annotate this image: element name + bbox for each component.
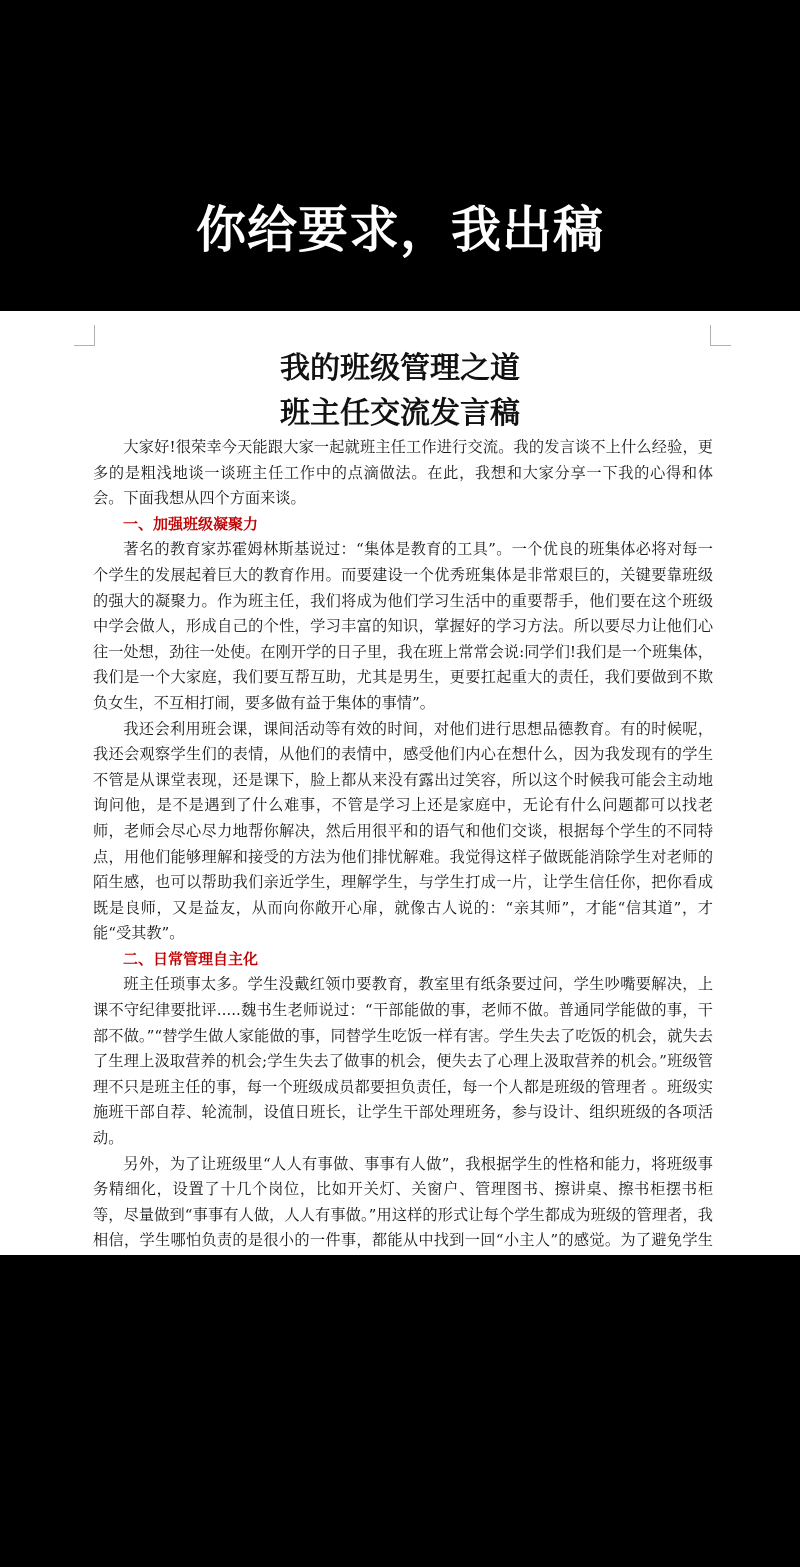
document-title: 我的班级管理之道 — [280, 351, 520, 386]
section-heading-2: 二、日常管理自主化 — [123, 949, 259, 968]
page-corner-mark-right — [710, 325, 731, 346]
page-corner-mark-left — [74, 325, 95, 346]
banner-caption: 你给要求，我出稿 — [196, 201, 604, 259]
document-body — [93, 435, 713, 1305]
bottom-black-band — [0, 1255, 800, 1567]
section-1-paragraph-1: 著名的教育家苏霍姆林斯基说过：“集体是教育的工具”。一个优良的班集体必将对每一个学生的发展起着巨大的教育作用。而要建设一个优秀班集体是非常艰巨的，关键要靠班级的强大的凝聚力。作为班主任，我们将成为他们学习生活中的重要帮手，他们要在这个班级中学会做人，形成自己的个性，学习丰富的知识，掌握好的学习方法。所以要尽力让他们心往一处想，劲往一处使。在刚开学的日子里，我在班上常常会说:同学们!我们是一个班集体，我们是一个大家庭，我们要互帮互助，尤其是男生，更要扛起重大的责任，我们要做到不欺负女生，不互相打闹，要多做有益于集体的事情”。 — [93, 540, 713, 712]
document-subtitle: 班主任交流发言稿 — [280, 396, 520, 431]
section-2-paragraph-1: 班主任琐事太多。学生没戴红领巾要教育，教室里有纸条要过问，学生吵嘴要解决，上课不守纪律要批评.....魏书生老师说过：“干部能做的事，老师不做。普通同学能做的事，干部不做。”“替学生做人家能做的事，同替学生吃饭一样有害。学生失去了吃饭的机会，就失去了生理上汲取营养的机会;学生失去了做事的机会，便失去了心理上汲取营养的机会。”班级管理不只是班主任的事，每一个班级成员都要担负责任，每一个人都是班级的管理者 。班级实施班干部自荐、轮流制，设值日班长，让学生干部处理班务，参与设计、组织班级的各项活动。 — [93, 975, 713, 1148]
intro-paragraph: 大家好!很荣幸今天能跟大家一起就班主任工作进行交流。我的发言谈不上什么经验，更多的是粗浅地谈一谈班主任工作中的点滴做法。在此，我想和大家分享一下我的心得和体会。下面我想从四个方面来谈。 — [93, 438, 713, 508]
section-1-paragraph-2: 我还会利用班会课，课间活动等有效的时间，对他们进行思想品德教育。有的时候呢，我还会观察学生们的表情，从他们的表情中，感受他们内心在想什么，因为我发现有的学生不管是从课堂表现，还是课下，脸上都从来没有露出过笑容，所以这个时候我可能会主动地询问他，是不是遇到了什么难事，不管是学习上还是家庭中，无论有什么问题都可以找老师，老师会尽心尽力地帮你解决，然后用很平和的语气和他们交谈，根据每个学生的不同特点，用他们能够理解和接受的方法为他们排忧解难。我觉得这样子做既能消除学生对老师的陌生感，也可以帮助我们亲近学生，理解学生，与学生打成一片，让学生信任你，把你看成既是良师，又是益友，从而向你敞开心扉，就像古人说的：“亲其师”，才能“信其道”，才能“受其教”。 — [93, 719, 713, 943]
section-heading-1: 一、加强班级凝聚力 — [123, 514, 259, 533]
document-page — [0, 311, 800, 1255]
section-2-paragraph-2: 另外，为了让班级里“人人有事做、事事有人做”，我根据学生的性格和能力，将班级事务精细化，设置了十几个岗位，比如开关灯、关窗户、管理图书、擦讲桌、擦书柜摆书柜等，尽量做到“事事有人做，人人有事做。”用这样的形式让每个学生都成为班级的管理者，我相信，学生哪怕负责的是很小的一件事，都能从中找到一回“小主人”的感觉。为了避免学生 — [93, 1154, 713, 1250]
